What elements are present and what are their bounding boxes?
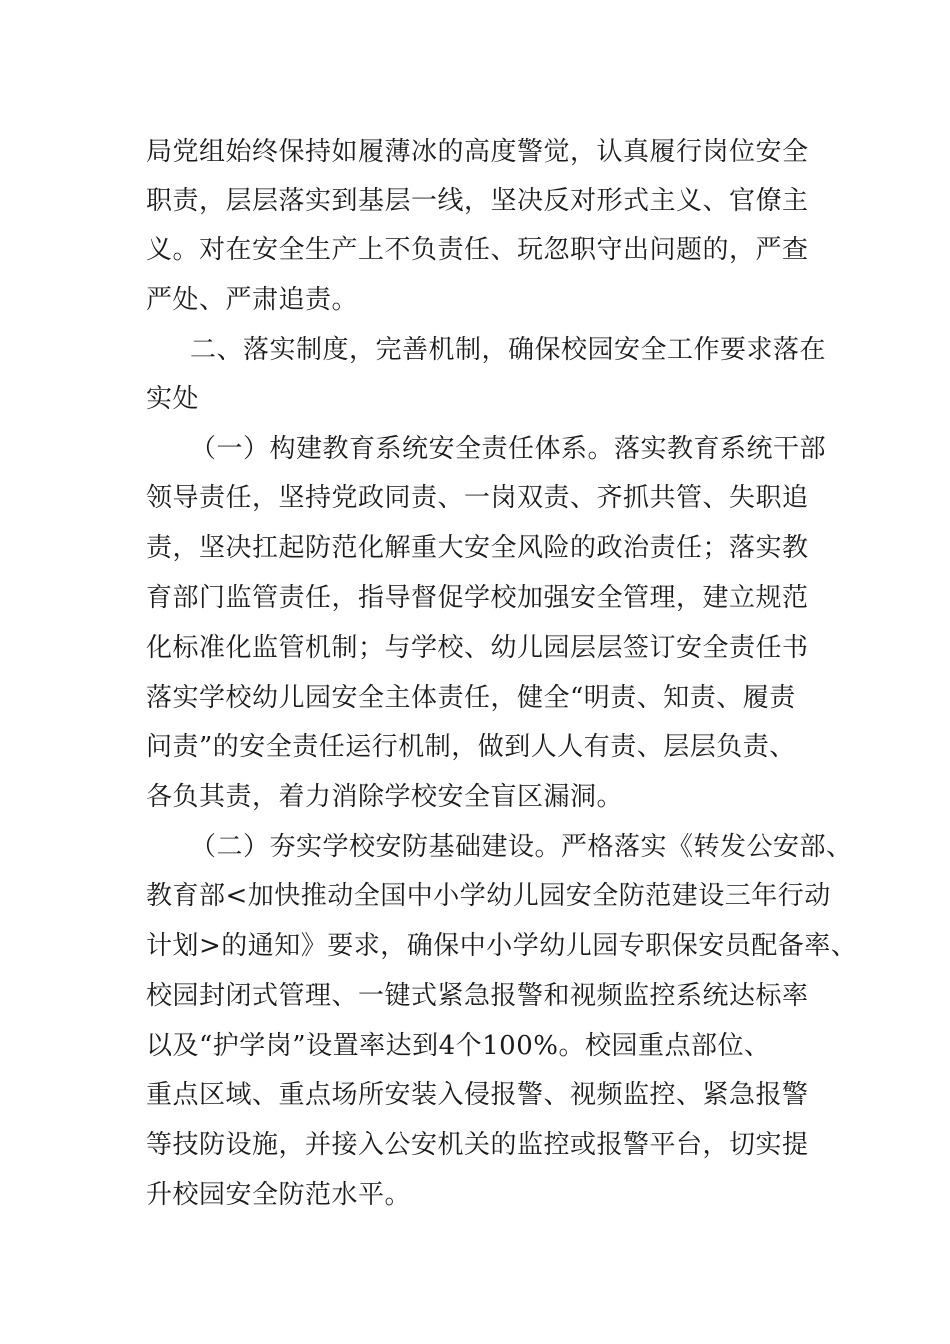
paragraph-line: 育部门监管责任，指导督促学校加强安全管理，建立规范	[146, 583, 809, 613]
paragraph-line: 重点区域、重点场所安装入侵报警、视频监控、紧急报警	[146, 1080, 809, 1110]
paragraph-line: 教育部<加快推动全国中小学幼儿园安全防范建设三年行动	[146, 881, 831, 911]
paragraph-line: 各负其责，着力消除学校安全盲区漏洞。	[146, 782, 624, 812]
paragraph-line: 落实学校幼儿园安全主体责任，健全“明责、知责、履责	[146, 683, 796, 713]
paragraph-line: 责，坚决扛起防范化解重大安全风险的政治责任；落实教	[146, 533, 809, 563]
paragraph-line: 升校园安全防范水平。	[146, 1180, 412, 1210]
paragraph-line: 等技防设施，并接入公安机关的监控或报警平台，切实提	[146, 1130, 809, 1160]
paragraph-line: （一）构建教育系统安全责任体系。落实教育系统干部	[190, 434, 827, 464]
paragraph-line: 化标准化监管机制；与学校、幼儿园层层签订安全责任书	[146, 633, 809, 663]
paragraph-line: 以及“护学岗”设置率达到4个100%。校园重点部位、	[146, 1031, 771, 1061]
paragraph-line: 严处、严肃追责。	[146, 285, 359, 315]
paragraph-line: 校园封闭式管理、一键式紧急报警和视频监控系统达标率	[146, 981, 809, 1011]
paragraph-line: （二）夯实学校安防基础建设。严格落实《转发公安部、	[190, 832, 853, 862]
section-heading: 实处	[146, 384, 200, 414]
section-heading: 二、落实制度，完善机制，确保校园安全工作要求落在	[190, 335, 827, 365]
paragraph-line: 领导责任，坚持党政同责、一岗双责、齐抓共管、失职追	[146, 483, 809, 513]
paragraph-line: 计划>的通知》要求，确保中小学幼儿园专职保安员配备率、	[146, 931, 858, 961]
paragraph-line: 职责，层层落实到基层一线，坚决反对形式主义、官僚主	[146, 186, 809, 216]
paragraph-line: 义。对在安全生产上不负责任、玩忽职守出问题的，严查	[146, 235, 809, 265]
paragraph-line: 问责”的安全责任运行机制，做到人人有责、层层负责、	[146, 732, 796, 762]
paragraph-line: 局党组始终保持如履薄冰的高度警觉，认真履行岗位安全	[146, 137, 809, 167]
